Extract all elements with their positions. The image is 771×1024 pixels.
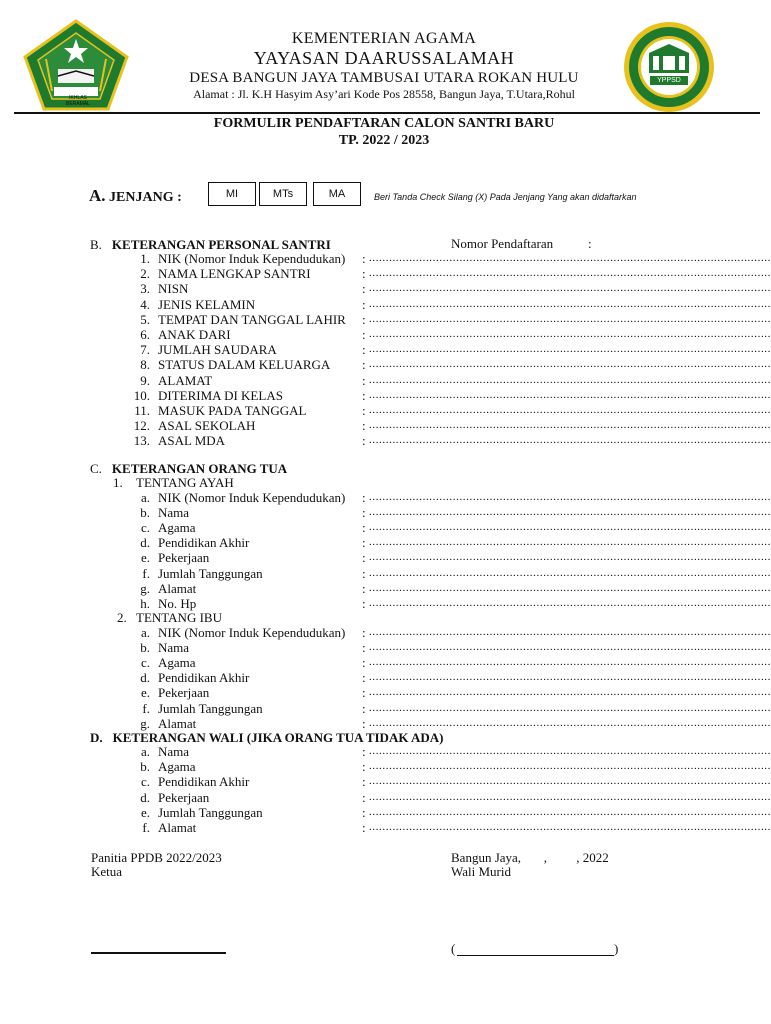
fill-in-line[interactable]: ........................................................................................................................ bbox=[369, 419, 771, 432]
field-number: b. bbox=[140, 640, 150, 656]
header-divider bbox=[14, 112, 760, 114]
field-number: g. bbox=[140, 715, 150, 731]
form-field-row bbox=[0, 403, 771, 418]
field-colon: : bbox=[362, 700, 366, 716]
form-field-row bbox=[0, 759, 771, 775]
fill-in-line[interactable]: ........................................................................................................................ bbox=[369, 343, 771, 356]
field-number: g. bbox=[140, 580, 150, 596]
father-title: TENTANG AYAH bbox=[136, 475, 234, 490]
field-number: f. bbox=[142, 700, 150, 716]
field-colon: : bbox=[362, 296, 366, 312]
section-d-letter: D. bbox=[90, 730, 103, 745]
field-number: b. bbox=[140, 759, 150, 775]
field-number: c. bbox=[140, 520, 150, 536]
form-field-row bbox=[0, 281, 771, 297]
field-label: Jumlah Tanggungan bbox=[158, 565, 263, 581]
form-field-row bbox=[0, 670, 771, 686]
fill-in-line[interactable]: ........................................................................................................................ bbox=[369, 775, 771, 788]
ministry-name: KEMENTERIAN AGAMA bbox=[291, 30, 477, 47]
field-label: Nama bbox=[158, 744, 190, 759]
field-number: e. bbox=[140, 804, 150, 820]
fill-in-line[interactable]: ........................................................................................................................ bbox=[369, 641, 771, 654]
field-label: TEMPAT DAN TANGGAL LAHIR bbox=[158, 311, 346, 327]
committee-label: Panitia PPDB 2022/2023 bbox=[91, 850, 222, 865]
chairman-label: Ketua bbox=[91, 864, 123, 879]
guardian-signature-line bbox=[457, 955, 614, 956]
field-label: No. Hp bbox=[158, 595, 197, 611]
form-field-row bbox=[0, 490, 771, 505]
field-label: DITERIMA DI KELAS bbox=[158, 387, 283, 403]
jenjang-box-mi[interactable] bbox=[208, 182, 256, 206]
field-label: Pendidikan Akhir bbox=[158, 670, 250, 686]
fill-in-line[interactable]: ........................................................................................................................ bbox=[369, 821, 771, 833]
fill-in-line[interactable]: ........................................................................................................................ bbox=[369, 701, 771, 714]
field-label: ASAL MDA bbox=[158, 433, 226, 449]
field-label: Pekerjaan bbox=[158, 550, 210, 566]
field-colon: : bbox=[362, 759, 366, 775]
fill-in-line[interactable]: ........................................................................................................................ bbox=[369, 282, 771, 295]
field-number: 8. bbox=[140, 357, 150, 373]
section-b-title: KETERANGAN PERSONAL SANTRI bbox=[111, 237, 331, 252]
jenjang-option-label: MA bbox=[328, 188, 346, 200]
mother-number: 2. bbox=[117, 610, 127, 625]
place-date-line: Bangun Jaya, , , 2022 bbox=[451, 850, 609, 865]
field-number: 9. bbox=[140, 372, 150, 388]
field-number: e. bbox=[140, 550, 150, 566]
form-field-row bbox=[0, 418, 771, 434]
jenjang-option-label: MI bbox=[225, 188, 239, 200]
guardian-signature-open: ( bbox=[451, 941, 456, 956]
section-d-title: KETERANGAN WALI (JIKA ORANG TUA TIDAK ADA) bbox=[112, 730, 444, 745]
field-label: NIK (Nomor Induk Kependudukan) bbox=[158, 625, 346, 640]
fill-in-line[interactable]: ........................................................................................................................ bbox=[369, 790, 771, 803]
field-label: Jumlah Tanggungan bbox=[158, 700, 263, 716]
field-number: 4. bbox=[140, 296, 150, 312]
guardian-sign-label: Wali Murid bbox=[451, 864, 511, 879]
field-colon: : bbox=[362, 281, 366, 297]
field-label: ASAL SEKOLAH bbox=[158, 418, 256, 434]
field-colon: : bbox=[362, 520, 366, 536]
field-number: d. bbox=[140, 670, 150, 686]
form-field-row bbox=[0, 700, 771, 716]
field-colon: : bbox=[362, 327, 366, 342]
field-number: a. bbox=[140, 490, 150, 505]
mother-title: TENTANG IBU bbox=[136, 610, 222, 625]
field-number: 3. bbox=[140, 281, 150, 297]
fill-in-line[interactable]: ........................................................................................................................ bbox=[369, 506, 771, 519]
guardian-signature-close: ) bbox=[614, 941, 619, 956]
field-colon: : bbox=[362, 625, 366, 640]
field-colon: : bbox=[362, 266, 366, 282]
form-field-row bbox=[0, 789, 771, 805]
field-number: a. bbox=[140, 744, 150, 759]
registration-number-label: Nomor Pendaftaran bbox=[451, 236, 554, 251]
form-year: TP. 2022 / 2023 bbox=[338, 133, 430, 148]
field-label: Alamat bbox=[158, 580, 197, 596]
fill-in-line[interactable]: ........................................................................................................................ bbox=[369, 297, 771, 310]
kemenag-logo-text: IKHLAS BERAMAL bbox=[66, 95, 90, 107]
fill-in-line[interactable]: ........................................................................................................................ bbox=[369, 716, 771, 729]
field-colon: : bbox=[362, 655, 366, 671]
jenjang-option-label: MTs bbox=[272, 188, 294, 200]
form-field-row bbox=[0, 550, 771, 566]
field-label: NIK (Nomor Induk Kependudukan) bbox=[158, 251, 346, 266]
form-field-row bbox=[0, 387, 771, 403]
form-field-row bbox=[0, 266, 771, 282]
fill-in-line[interactable]: ........................................................................................................................ bbox=[369, 566, 771, 579]
fill-in-line[interactable]: ........................................................................................................................ bbox=[369, 252, 771, 264]
field-number: h. bbox=[140, 595, 150, 611]
yppsd-logo-text: YPPSD bbox=[657, 77, 681, 84]
fill-in-line[interactable]: ........................................................................................................................ bbox=[369, 358, 771, 371]
field-colon: : bbox=[362, 820, 366, 835]
form-field-row bbox=[0, 774, 771, 790]
field-colon: : bbox=[362, 490, 366, 505]
fill-in-line[interactable]: ........................................................................................................................ bbox=[369, 536, 771, 549]
fill-in-line[interactable]: ........................................................................................................................ bbox=[369, 404, 771, 416]
section-b-letter: B. bbox=[90, 237, 102, 252]
form-field-row bbox=[0, 342, 771, 358]
field-label: Agama bbox=[158, 520, 196, 536]
field-number: f. bbox=[142, 820, 150, 835]
address-line: Alamat : Jl. K.H Hasyim Asy’ari Kode Pos 28558, Bangun Jaya, T.Utara,Rohul bbox=[193, 87, 575, 101]
fill-in-line[interactable]: ........................................................................................................................ bbox=[369, 328, 771, 340]
fill-in-line[interactable]: ........................................................................................................................ bbox=[369, 312, 771, 325]
field-label: Alamat bbox=[158, 820, 197, 835]
section-a-letter: A. bbox=[89, 186, 106, 205]
field-number: c. bbox=[140, 655, 150, 671]
fill-in-line[interactable]: ........................................................................................................................ bbox=[369, 745, 771, 757]
form-field-row bbox=[0, 565, 771, 581]
field-number: a. bbox=[140, 625, 150, 640]
field-colon: : bbox=[362, 685, 366, 701]
fill-in-line[interactable]: ........................................................................................................................ bbox=[369, 388, 771, 401]
field-number: 11. bbox=[134, 403, 150, 418]
field-label: Pendidikan Akhir bbox=[158, 535, 250, 551]
fill-in-line[interactable]: ........................................................................................................................ bbox=[369, 626, 771, 638]
field-colon: : bbox=[362, 774, 366, 790]
field-number: 2. bbox=[140, 266, 150, 282]
field-colon: : bbox=[362, 251, 366, 266]
form-field-row bbox=[0, 640, 771, 656]
field-label: Pekerjaan bbox=[158, 789, 210, 805]
field-colon: : bbox=[362, 372, 366, 388]
fill-in-line[interactable]: ........................................................................................................................ bbox=[369, 373, 771, 386]
field-number: c. bbox=[140, 774, 150, 790]
field-number: d. bbox=[140, 535, 150, 551]
field-number: 12. bbox=[133, 418, 150, 434]
field-label: Agama bbox=[158, 655, 196, 671]
form-field-row bbox=[0, 433, 771, 449]
field-colon: : bbox=[362, 311, 366, 327]
field-colon: : bbox=[362, 640, 366, 656]
form-field-row bbox=[0, 535, 771, 551]
section-a-heading bbox=[89, 186, 182, 206]
form-field-row bbox=[0, 595, 771, 611]
field-number: 10. bbox=[133, 387, 150, 403]
jenjang-note: Beri Tanda Check Silang (X) Pada Jenjang Yang akan didaftarkan bbox=[374, 192, 637, 202]
field-colon: : bbox=[362, 357, 366, 373]
fill-in-line[interactable]: ........................................................................................................................ bbox=[369, 581, 771, 594]
field-colon: : bbox=[362, 744, 366, 759]
jenjang-box-mts[interactable] bbox=[259, 182, 307, 206]
field-label: Pendidikan Akhir bbox=[158, 774, 250, 790]
field-number: 5. bbox=[140, 311, 150, 327]
field-label: Jumlah Tanggungan bbox=[158, 804, 263, 820]
form-field-row bbox=[0, 580, 771, 596]
field-label: STATUS DALAM KELUARGA bbox=[158, 357, 331, 373]
field-label: MASUK PADA TANGGAL bbox=[158, 403, 307, 418]
registration-number-colon: : bbox=[588, 236, 592, 251]
field-colon: : bbox=[362, 565, 366, 581]
fill-in-line[interactable]: ........................................................................................................................ bbox=[369, 596, 771, 609]
form-field-row bbox=[0, 655, 771, 671]
form-field-row bbox=[0, 685, 771, 701]
section-a-label: JENJANG : bbox=[109, 190, 182, 205]
form-field-row bbox=[0, 625, 771, 640]
field-colon: : bbox=[362, 505, 366, 521]
field-colon: : bbox=[362, 535, 366, 551]
father-number: 1. bbox=[113, 475, 123, 490]
fill-in-line[interactable]: ........................................................................................................................ bbox=[369, 521, 771, 534]
field-number: 7. bbox=[140, 342, 150, 358]
field-label: Pekerjaan bbox=[158, 685, 210, 701]
field-label: JUMLAH SAUDARA bbox=[158, 342, 277, 358]
form-field-row bbox=[0, 251, 771, 266]
form-field-row bbox=[0, 327, 771, 342]
form-field-row bbox=[0, 505, 771, 521]
field-label: ANAK DARI bbox=[158, 327, 231, 342]
field-label: NIK (Nomor Induk Kependudukan) bbox=[158, 490, 346, 505]
form-title: FORMULIR PENDAFTARAN CALON SANTRI BARU bbox=[213, 116, 555, 131]
field-label: JENIS KELAMIN bbox=[158, 296, 256, 312]
form-field-row bbox=[0, 744, 771, 759]
field-number: b. bbox=[140, 505, 150, 521]
fill-in-line[interactable]: ........................................................................................................................ bbox=[369, 491, 771, 503]
field-label: NAMA LENGKAP SANTRI bbox=[158, 266, 311, 282]
section-c-title: KETERANGAN ORANG TUA bbox=[111, 461, 288, 476]
fill-in-line[interactable]: ........................................................................................................................ bbox=[369, 686, 771, 699]
field-number: f. bbox=[142, 565, 150, 581]
field-colon: : bbox=[362, 670, 366, 686]
form-field-row bbox=[0, 804, 771, 820]
fill-in-line[interactable]: ........................................................................................................................ bbox=[369, 434, 771, 447]
field-colon: : bbox=[362, 715, 366, 731]
form-field-row bbox=[0, 296, 771, 312]
jenjang-box-ma[interactable] bbox=[313, 182, 361, 206]
field-label: Nama bbox=[158, 505, 190, 521]
fill-in-line[interactable]: ........................................................................................................................ bbox=[369, 656, 771, 669]
fill-in-line[interactable]: ........................................................................................................................ bbox=[369, 551, 771, 564]
field-label: NISN bbox=[158, 281, 189, 297]
fill-in-line[interactable]: ........................................................................................................................ bbox=[369, 267, 771, 280]
mother-subheading bbox=[117, 610, 222, 625]
field-label: Nama bbox=[158, 640, 190, 656]
field-number: d. bbox=[140, 789, 150, 805]
form-field-row bbox=[0, 520, 771, 536]
field-label: ALAMAT bbox=[158, 372, 213, 388]
field-colon: : bbox=[362, 595, 366, 611]
form-field-row bbox=[0, 357, 771, 373]
form-field-row bbox=[0, 372, 771, 388]
field-number: 13. bbox=[133, 433, 150, 449]
field-colon: : bbox=[362, 789, 366, 805]
chairman-signature-line bbox=[91, 952, 226, 954]
section-c-letter: C. bbox=[90, 461, 102, 476]
field-colon: : bbox=[362, 550, 366, 566]
father-subheading bbox=[113, 475, 234, 490]
field-number: e. bbox=[140, 685, 150, 701]
fill-in-line[interactable]: ........................................................................................................................ bbox=[369, 760, 771, 773]
village-name: DESA BANGUN JAYA TAMBUSAI UTARA ROKAN HULU bbox=[189, 70, 579, 86]
field-colon: : bbox=[362, 342, 366, 358]
field-number: 6. bbox=[140, 327, 150, 342]
field-colon: : bbox=[362, 418, 366, 434]
field-colon: : bbox=[362, 580, 366, 596]
field-colon: : bbox=[362, 403, 366, 418]
foundation-name: YAYASAN DAARUSSALAMAH bbox=[253, 48, 515, 68]
form-field-row bbox=[0, 311, 771, 327]
field-colon: : bbox=[362, 433, 366, 449]
fill-in-line[interactable]: ........................................................................................................................ bbox=[369, 805, 771, 818]
field-colon: : bbox=[362, 387, 366, 403]
field-colon: : bbox=[362, 804, 366, 820]
form-field-row bbox=[0, 820, 771, 835]
fill-in-line[interactable]: ........................................................................................................................ bbox=[369, 671, 771, 684]
field-label: Alamat bbox=[158, 715, 197, 731]
field-label: Agama bbox=[158, 759, 196, 775]
field-number: 1. bbox=[140, 251, 150, 266]
